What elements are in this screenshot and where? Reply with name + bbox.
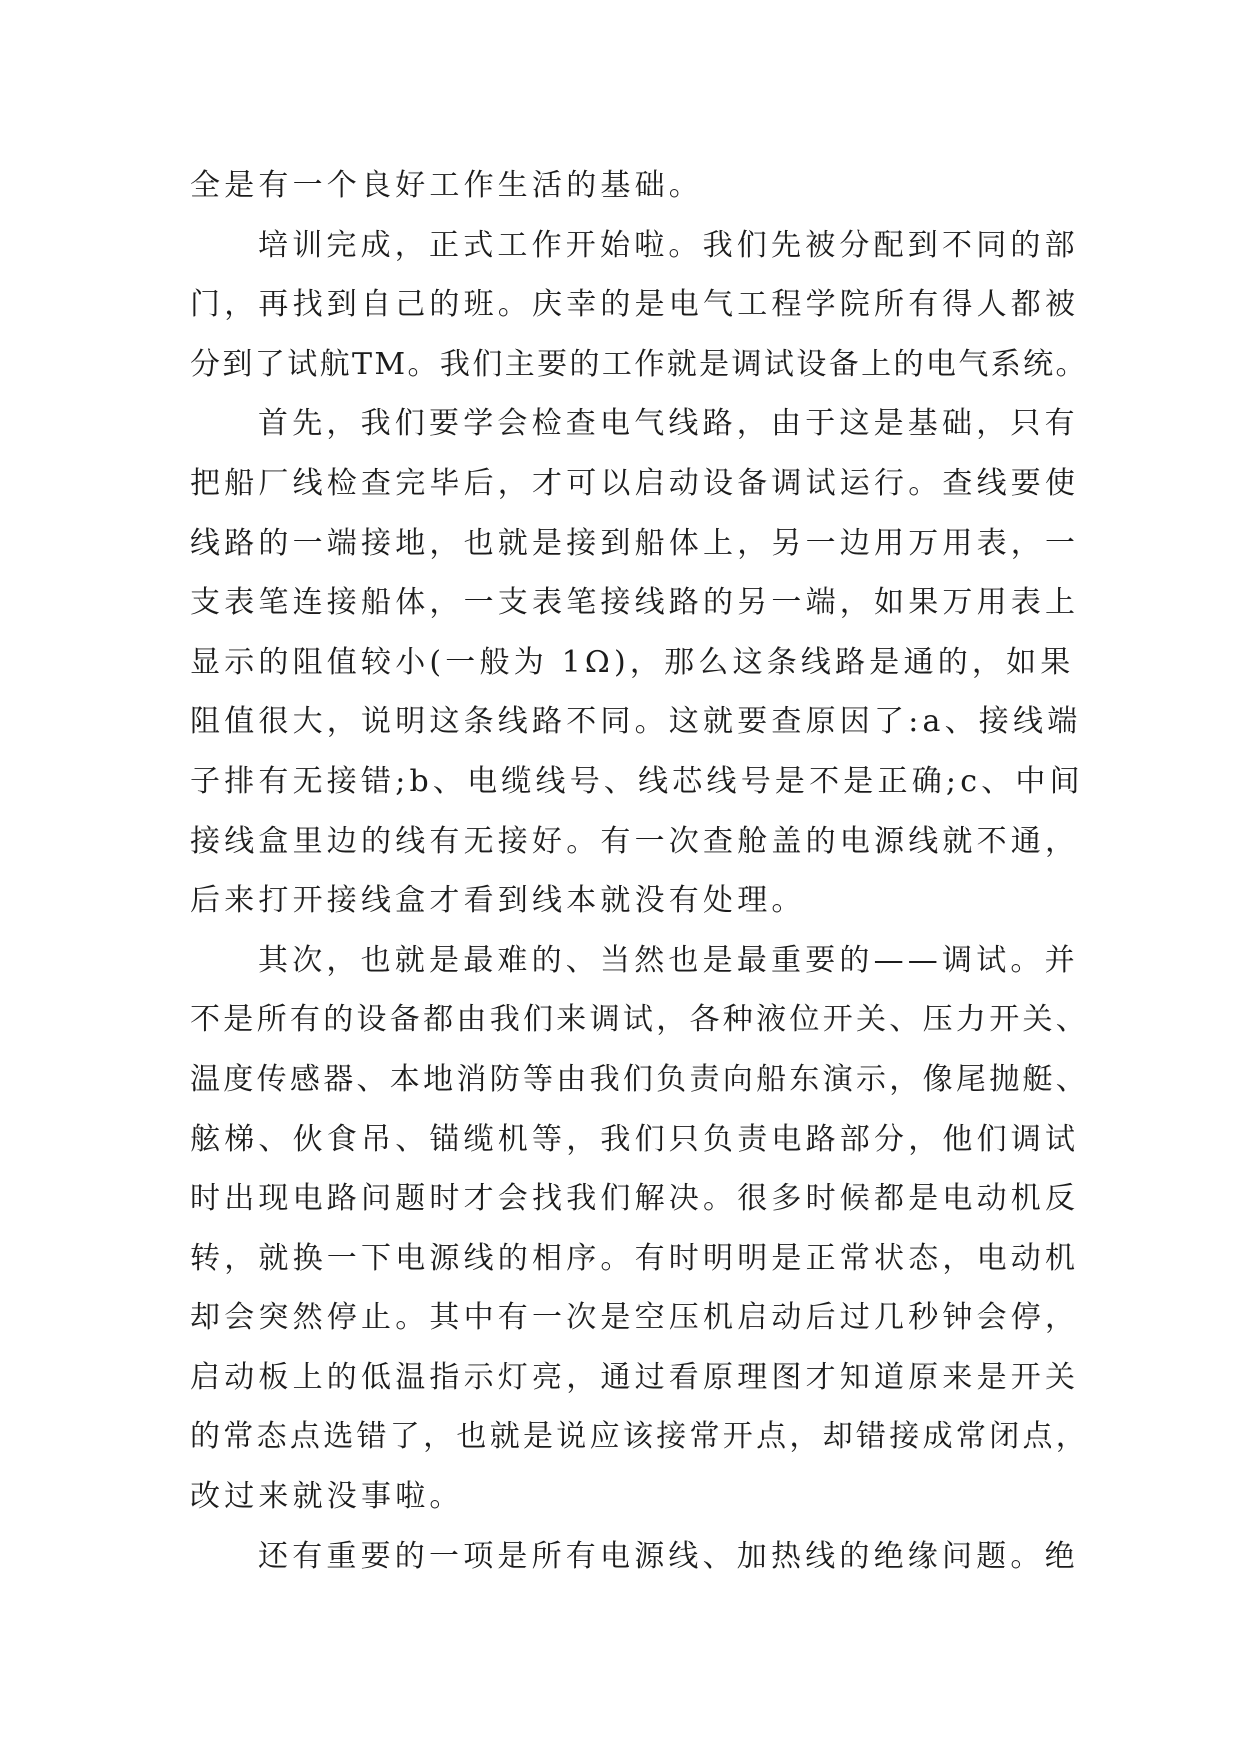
text-line: 改过来就没事啦。 xyxy=(190,1479,464,1515)
text-line: 却会突然停止。其中有一次是空压机启动后过几秒钟会停， xyxy=(190,1300,1080,1336)
text-line: 后来打开接线盒才看到线本就没有处理。 xyxy=(190,883,806,919)
text-line: 全是有一个良好工作生活的基础。 xyxy=(190,168,703,203)
paragraph-first-line: 培训完成，正式工作开始啦。我们先被分配到不同的部 xyxy=(258,227,1079,263)
text-line: 支表笔连接船体，一支表笔接线路的另一端，如果万用表上 xyxy=(190,585,1080,621)
text-line: 线路的一端接地，也就是接到船体上，另一边用万用表，一 xyxy=(190,525,1080,561)
text-line: 时出现电路问题时才会找我们解决。很多时候都是电动机反 xyxy=(190,1181,1080,1217)
text-line: 显示的阻值较小(一般为 1Ω)，那么这条线路是通的，如果 xyxy=(190,644,1075,680)
text-line: 子排有无接错;b、电缆线号、线芯线号是不是正确;c、中间 xyxy=(190,763,1084,799)
body-text xyxy=(190,156,1090,1586)
text-line: 启动板上的低温指示灯亮，通过看原理图才知道原来是开关 xyxy=(190,1359,1080,1395)
paragraph-first-line: 其次，也就是最难的、当然也是最重要的——调试。并 xyxy=(258,942,1079,978)
text-line: 不是所有的设备都由我们来调试，各种液位开关、压力开关、 xyxy=(190,1002,1090,1038)
text-line: 接线盒里边的线有无接好。有一次查舱盖的电源线就不通， xyxy=(190,823,1080,859)
text-line: 把船厂线检查完毕后，才可以启动设备调试运行。查线要使 xyxy=(190,465,1080,501)
paragraph-first-line: 还有重要的一项是所有电源线、加热线的绝缘问题。绝 xyxy=(258,1538,1079,1574)
text-line: 门，再找到自己的班。庆幸的是电气工程学院所有得人都被 xyxy=(190,287,1080,323)
text-line: 的常态点选错了，也就是说应该接常开点，却错接成常闭点， xyxy=(190,1419,1090,1455)
paragraph-first-line: 首先，我们要学会检查电气线路，由于这是基础，只有 xyxy=(258,406,1079,442)
text-line: 转，就换一下电源线的相序。有时明明是正常状态，电动机 xyxy=(190,1240,1080,1276)
text-line: 分到了试航TM。我们主要的工作就是调试设备上的电气系统。 xyxy=(190,346,1088,382)
text-line: 舷梯、伙食吊、锚缆机等，我们只负责电路部分，他们调试 xyxy=(190,1121,1080,1157)
text-line: 阻值很大，说明这条线路不同。这就要查原因了:a、接线端 xyxy=(190,704,1082,740)
text-line: 温度传感器、本地消防等由我们负责向船东演示，像尾抛艇、 xyxy=(190,1061,1090,1097)
